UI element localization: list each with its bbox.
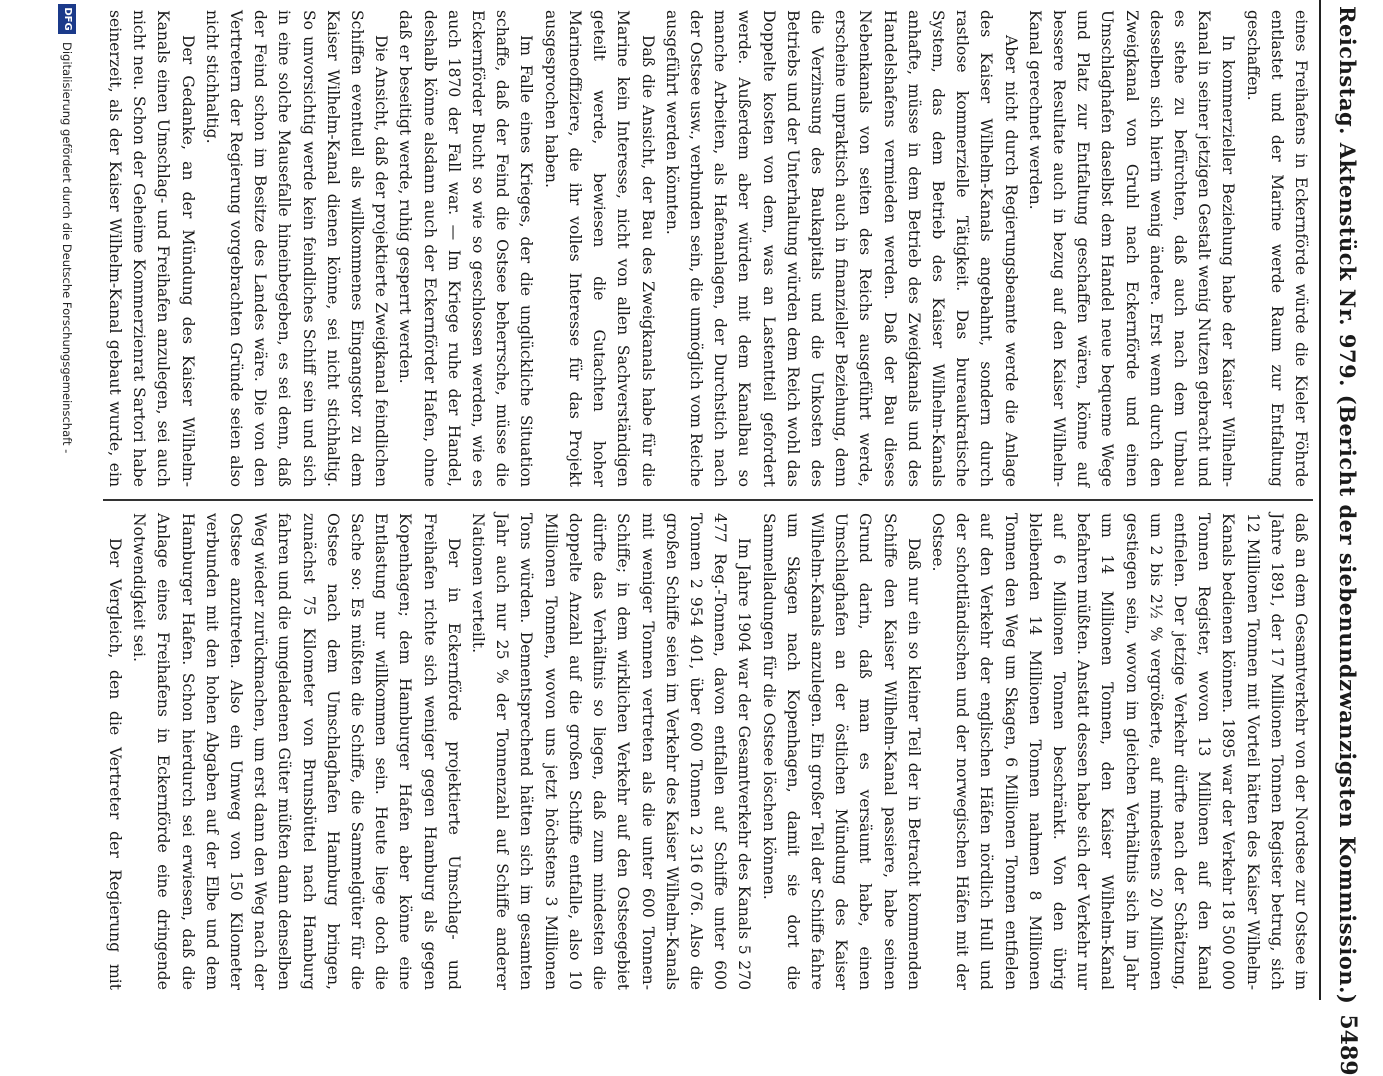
page-number: 5489: [1335, 1014, 1361, 1076]
paragraph: Im Falle eines Krieges, der die unglückliche Situation schaffe, daß der Feind die Ostsee beherrsche, müsse die Eckernförder Bucht so wie so geschlossen werden, wie es auch 1870 der Fall war. — Im Kriege ruhe der Handel, deshalb könne alsdann auch der Eckernförder Hafen, ohne daß er beseitigt werde, ruhig gesperrt werden.: [396, 10, 536, 487]
paragraph: Die Ansicht, daß der projektierte Zweigkanal feindlichen Schiffen eventuell als willkommenes Eingangstor zu dem Kaiser Wilhelm-Kanal dienen könne, sei nicht stichhaltig. So unvorsichtig werde kein feindliches Schiff sein und sich in eine solche Mausefalle hineinbegeben, es sei denn, daß der Feind schon im Besitze des Landes wäre. Die von den Vertretern der Regierung vorgebrachten Gründe seien also nicht stichhaltig.: [202, 10, 391, 487]
text-columns: [103, 0, 1313, 1000]
paragraph: Daß die Ansicht, der Bau des Zweigkanals habe für die Marine kein Interesse, nicht von allen Sachverständigen geteilt werde, bewiesen die Gutachten hoher Marineoffiziere, die ihr volles Interesse für das Projekt ausgesprochen haben.: [541, 10, 657, 487]
paragraph: daß an dem Gesamtverkehr von der Nordsee zur Ostsee im Jahre 1891, der 17 Millionen Tonnen Register betrug, sich 12 Millionen Tonnen mit Vorteil hätten des Kaiser Wilhelm-Kanals bedienen können. 1895 war der Verkehr 18 500 000 Tonnen Register, wovon 13 Millionen auf den Kanal entfielen. Der jetzige Verkehr dürfte nach der Schätzung, um 2 bis 2½ % vergrößerte, auf mindestens 20 Millionen gestiegen sein, wovon im gleichen Verhältnis sich im Jahr um 14 Millionen Tonnen, den Kaiser Wilhelm-Kanal befahren müßten. Anstatt dessen habe sich der Verkehr nur auf 6 Millionen Tonnen beschränkt. Von den übrig bleibenden 14 Millionen Tonnen nahmen 8 Millionen Tonnen den Weg um Skagen, 6 Millionen Tonnen entfielen auf den Verkehr der englischen Häfen nördlich Hull und der schottländischen und der norwegischen Häfen mit der Ostsee.: [928, 513, 1310, 990]
paragraph: Der Gedanke, an der Mündung des Kaiser Wilhelm-Kanals einen Umschlag- und Freihafen anzulegen, sei auch nicht neu. Schon der Geheime Kommerzienrat Sartori habe seinerzeit, als der Kaiser Wilhelm-Kanal gebaut wurde, ein: [106, 10, 197, 487]
column-divider: [103, 499, 1313, 501]
column-left: [103, 0, 1313, 497]
paragraph: Der in Eckernförde projektierte Umschlag- und Freihafen richte sich weniger gegen Hamburg als gegen Kopenhagen; dem Hamburger Hafen aber könne eine Entlastung nur willkommen sein. Heute liege doch die Sache so: Es müßten die Schiffe, die Sammelgüter für die Ostsee nach dem Umschlaghafen Hamburg bringen, zunächst 75 Kilometer von Brunsbüttel nach Hamburg fahren und die umgeladenen Güter müßten dann denselben Weg wieder zurückmachen, um erst dann den Weg nach der Ostsee anzutreten. Also ein Umweg von 150 Kilometer verbunden mit den hohen Abgaben auf der Elbe und dem Hamburger Hafen. Schon hierdurch sei erwiesen, daß die Anlage eines Freihafens in Eckernförde eine dringende Notwendigkeit sei.: [130, 513, 463, 990]
column-right: [103, 503, 1313, 1000]
digitization-footer: [47, 0, 87, 1000]
paragraph: Im Jahre 1904 war der Gesamtverkehr des Kanals 5 270 477 Reg.-Tonnen, davon entfallen auf Schiffe unter 600 Tonnen 2 954 401, über 600 Tonnen 2 316 076. Also die großen Schiffe seien im Verkehr des Kaiser Wilhelm-Kanals mit weniger Tonnen vertreten als die unter 600 Tonnen-Schiffe; in dem wirklichen Verkehr auf den Ostseegebiet dürfte das Verhältnis so liegen, daß zum mindesten die doppelte Anzahl auf die großen Schiffe entfalle, also 10 Millionen Tonnen, wovon uns jetzt höchstens 3 Millionen Tons würden. Dementsprechend hätten sich im gesamten Jahr auch nur 25 % der Tonnenzahl auf Schiffe anderer Nationen verteilt.: [469, 513, 754, 990]
dfg-logo: DFG: [58, 4, 76, 34]
paragraph: eines Freihafens in Eckernförde würde die Kieler Föhrde entlastet und der Marine werde Raum zur Entfaltung geschaffen.: [1243, 10, 1310, 487]
header-title: Reichstag. Aktenstück Nr. 979. (Bericht der siebenundzwanzigsten Kommission.): [1335, 6, 1361, 1005]
paragraph: Aber nicht durch Regierungsbeamte werde die Anlage des Kaiser Wilhelm-Kanals angebahnt, sondern durch rastlose kommerzielle Tätigkeit. Das bureaukratische System, das dem Betrieb des Kaiser Wilhelm-Kanals anhafte, müsse in dem Betrieb des Zweigkanals und des Handelshafens vermieden werden. Daß der Bau dieses Nebenkanals von seiten des Reichs ausgeführt werde, erscheine unpraktisch auch in finanzieller Beziehung, denn die Verzinsung des Baukapitals und die Unkosten des Betriebs und der Unterhaltung würden dem Reich wohl das Doppelte kosten von dem, was an Lastentteil gefordert werde. Außerdem aber würden mit dem Kanalbau so manche Arbeiten, als Hafenanlagen, der Durchstich nach der Ostsee usw., verbunden sein, die unmöglich vom Reiche ausgeführt werden könnten.: [662, 10, 1020, 487]
paragraph: In kommerzieller Beziehung habe der Kaiser Wilhelm-Kanal in seiner jetzigen Gestalt wenig Nutzen gebracht und es stehe zu befürchten, daß auch nach dem Umbau desselben sich hierin wenig ändere. Erst wenn durch den Zweigkanal von Gruhl nach Eckernförde und einen Umschlaghafen daselbst dem Handel neue bequeme Wege und Platz zur Entfaltung geschaffen wären, könne auf bessere Resultate auch in bezug auf den Kaiser Wilhelm-Kanal gerechnet werden.: [1025, 10, 1238, 487]
page-header: [1319, 0, 1375, 1076]
paragraph: Der Vergleich, den die Vertreter der Regierung mit: [106, 537, 125, 990]
digitization-credit: Digitalisierung gefördert durch die Deutsche Forschungsgemeinschaft -: [60, 42, 74, 454]
paragraph: Daß nur ein so kleiner Teil der in Betracht kommenden Schiffe den Kaiser Wilhelm-Kanal passiere, habe seinen Grund darin, daß man es versäumt habe, einen Umschlaghafen an der östlichen Mündung des Kaiser Wilhelm-Kanals anzulegen. Ein großer Teil der Schiffe fahre um Skagen nach Kopenhagen, damit sie dort die Sammelladungen für die Ostsee löschen können.: [759, 513, 923, 990]
